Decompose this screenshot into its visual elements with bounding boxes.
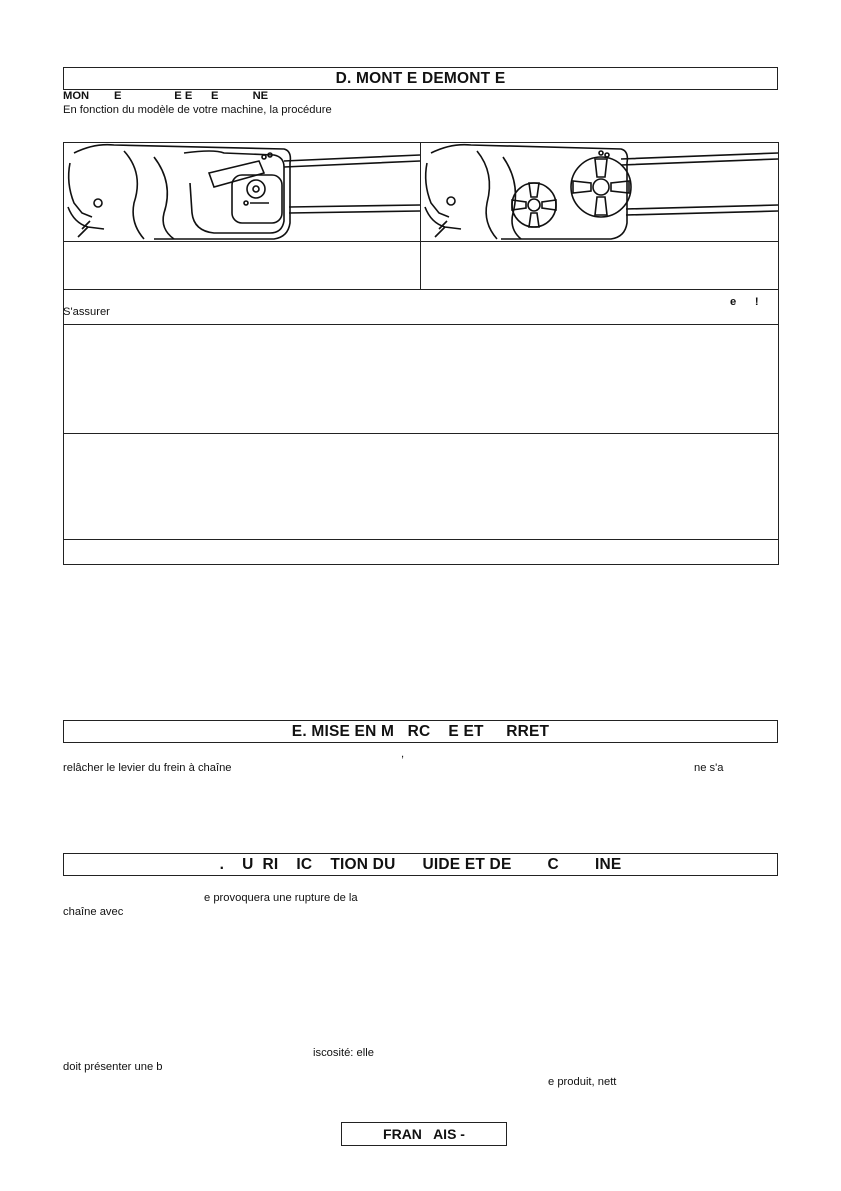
section-e-title: E. MISE EN M RC E ET RRET	[63, 720, 778, 743]
section-e-comma: ,	[401, 748, 405, 760]
section-f-line1: e provoquera une rupture de la	[204, 892, 358, 904]
row-line-2	[63, 289, 779, 290]
section-d-title: D. MONT E DEMONT E	[63, 67, 778, 90]
section-f-title: . U RI IC TION DU UIDE ET DE C INE	[63, 853, 778, 876]
section-f-line4: doit présenter une b	[63, 1061, 163, 1073]
page-footer-label: FRAN AIS -	[341, 1122, 507, 1146]
row-line-4	[63, 433, 779, 434]
chainsaw-figure-right	[421, 143, 778, 241]
row-line-3	[63, 324, 779, 325]
row-line-1	[63, 241, 779, 242]
section-d-subtitle: MON E E E E NE	[63, 90, 269, 102]
row-line-5	[63, 539, 779, 540]
section-e-line1-left: relâcher le levier du frein à chaîne	[63, 762, 232, 774]
section-f-line2: chaîne avec	[63, 906, 124, 918]
section-f-line3: iscosité: elle	[313, 1047, 374, 1059]
chainsaw-figure-left	[64, 143, 420, 241]
section-d-intro: En fonction du modèle de votre machine, la procédure	[63, 104, 332, 116]
row2-left-text: S'assurer	[63, 306, 110, 318]
section-e-line1-right: ne s'a	[694, 762, 724, 774]
section-f-line5: e produit, nett	[548, 1076, 617, 1088]
row2-right-text: e !	[730, 296, 759, 308]
